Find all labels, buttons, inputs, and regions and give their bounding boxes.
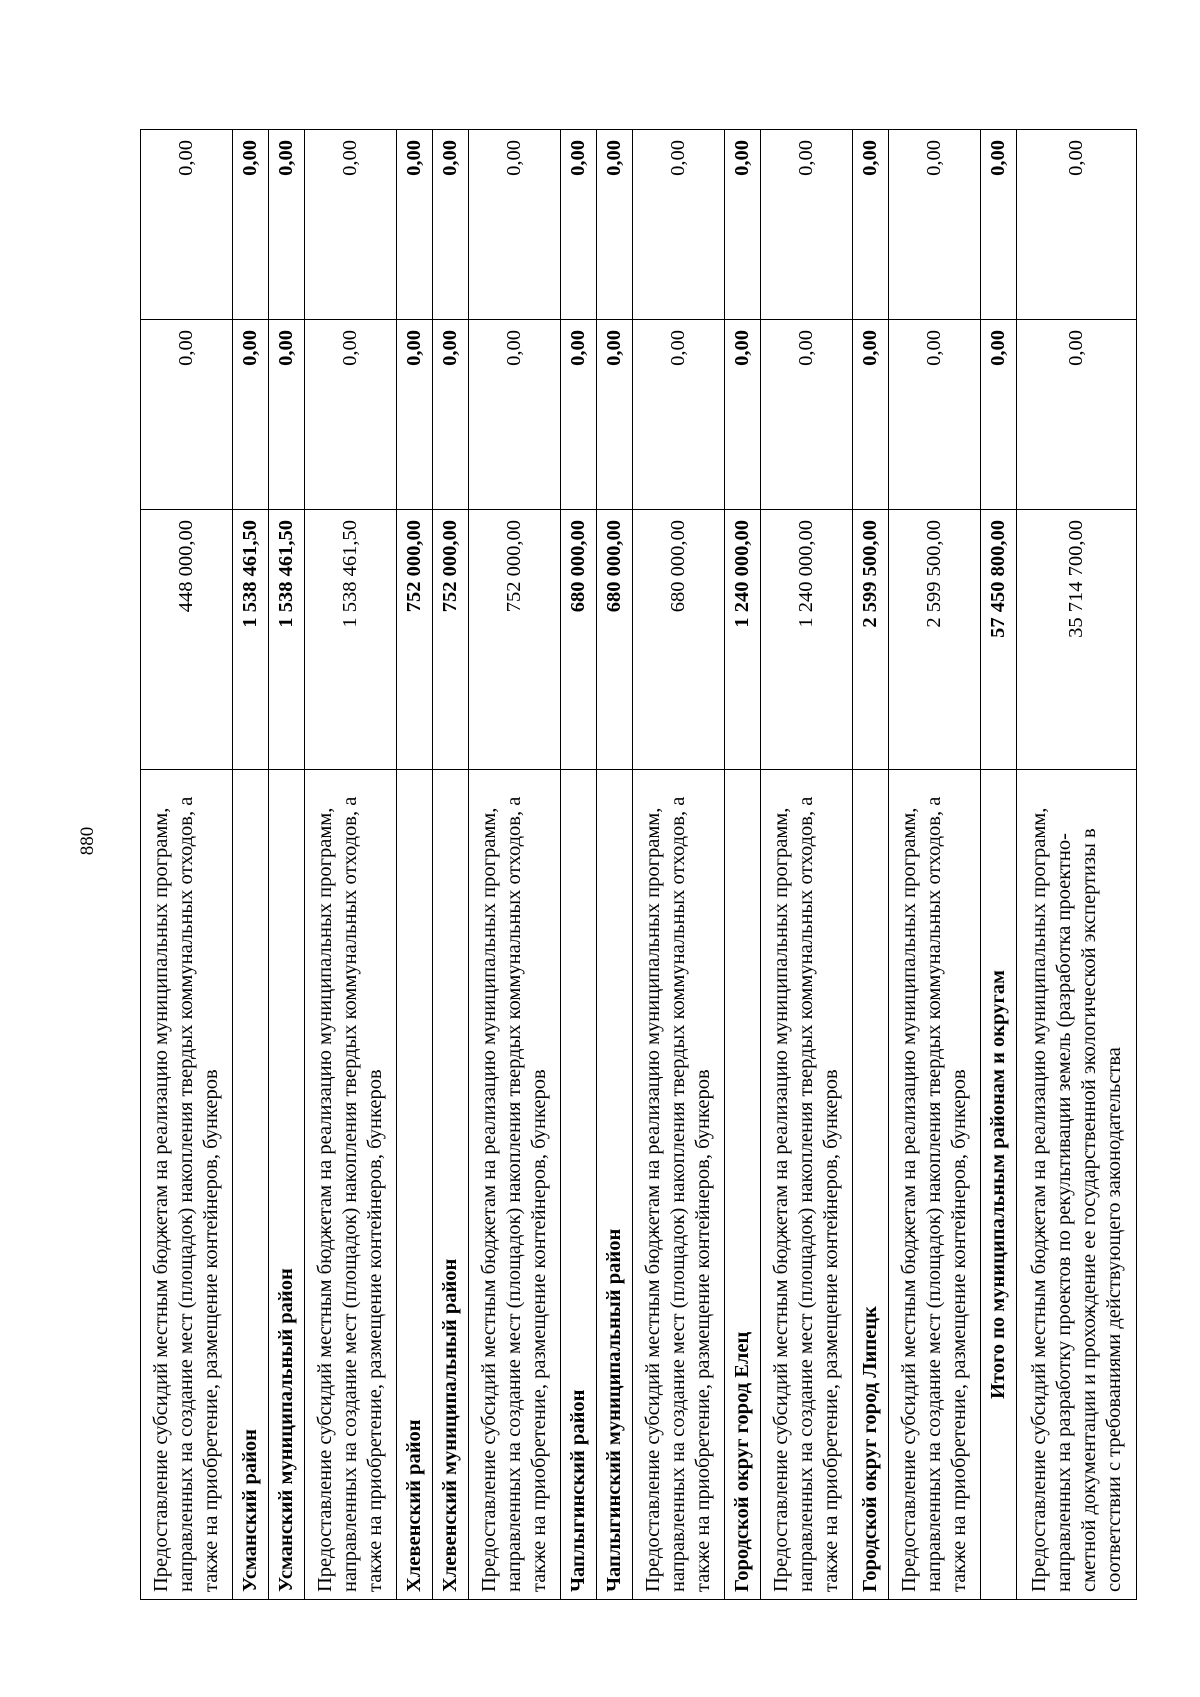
amount-cell-3: 0,00 bbox=[305, 130, 397, 320]
table-row bbox=[233, 130, 269, 1600]
row-label: Усманский район bbox=[233, 770, 269, 1600]
row-label: Итого по муниципальным районам и округам bbox=[981, 770, 1017, 1600]
row-label: Хлевенский муниципальный район bbox=[433, 770, 469, 1600]
amount-cell-3: 0,00 bbox=[469, 130, 561, 320]
amount-cell-3: 0,00 bbox=[853, 130, 889, 320]
amount-cell-2: 0,00 bbox=[853, 320, 889, 510]
page-number: 880 bbox=[77, 826, 98, 856]
amount-cell: 57 450 800,00 bbox=[981, 510, 1017, 770]
row-label: Предоставление субсидий местным бюджетам на реализацию муниципальных программ, направленных на создание мест (площадок) накопления твердых коммунальных отходов, а также на приобретение, размещение контейнеров, бункеров bbox=[761, 770, 853, 1600]
table-row bbox=[853, 130, 889, 1600]
amount-cell-2: 0,00 bbox=[397, 320, 433, 510]
amount-cell-3: 0,00 bbox=[761, 130, 853, 320]
table-row bbox=[305, 130, 397, 1600]
budget-table bbox=[140, 129, 1137, 1600]
table-row bbox=[561, 130, 597, 1600]
amount-cell-3: 0,00 bbox=[433, 130, 469, 320]
amount-cell: 752 000,00 bbox=[469, 510, 561, 770]
amount-cell-3: 0,00 bbox=[233, 130, 269, 320]
amount-cell: 752 000,00 bbox=[397, 510, 433, 770]
amount-cell-2: 0,00 bbox=[725, 320, 761, 510]
amount-cell-2: 0,00 bbox=[433, 320, 469, 510]
amount-cell-3: 0,00 bbox=[1017, 130, 1137, 320]
amount-cell-2: 0,00 bbox=[597, 320, 633, 510]
table-row bbox=[981, 130, 1017, 1600]
rotated-table-container bbox=[140, 130, 1125, 1600]
amount-cell-2: 0,00 bbox=[233, 320, 269, 510]
amount-cell: 1 240 000,00 bbox=[761, 510, 853, 770]
table-body bbox=[141, 130, 1137, 1600]
row-label: Предоставление субсидий местным бюджетам на реализацию муниципальных программ, направленных на создание мест (площадок) накопления твердых коммунальных отходов, а также на приобретение, размещение контейнеров, бункеров bbox=[141, 770, 233, 1600]
row-label: Предоставление субсидий местным бюджетам на реализацию муниципальных программ, направленных на создание мест (площадок) накопления твердых коммунальных отходов, а также на приобретение, размещение контейнеров, бункеров bbox=[889, 770, 981, 1600]
table-row bbox=[141, 130, 233, 1600]
table-row bbox=[725, 130, 761, 1600]
row-label: Предоставление субсидий местным бюджетам на реализацию муниципальных программ, направленных на создание мест (площадок) накопления твердых коммунальных отходов, а также на приобретение, размещение контейнеров, бункеров bbox=[469, 770, 561, 1600]
row-label: Предоставление субсидий местным бюджетам на реализацию муниципальных программ, направленных на создание мест (площадок) накопления твердых коммунальных отходов, а также на приобретение, размещение контейнеров, бункеров bbox=[305, 770, 397, 1600]
amount-cell: 2 599 500,00 bbox=[889, 510, 981, 770]
amount-cell-3: 0,00 bbox=[597, 130, 633, 320]
table-row bbox=[469, 130, 561, 1600]
amount-cell: 35 714 700,00 bbox=[1017, 510, 1137, 770]
amount-cell: 680 000,00 bbox=[597, 510, 633, 770]
amount-cell-2: 0,00 bbox=[1017, 320, 1137, 510]
table-row bbox=[761, 130, 853, 1600]
amount-cell: 680 000,00 bbox=[633, 510, 725, 770]
amount-cell-2: 0,00 bbox=[269, 320, 305, 510]
row-label: Предоставление субсидий местным бюджетам на реализацию муниципальных программ, направленных на разработку проектов по рекультивации земель (разработка проектно-сметной документации и прохождение ее государственной экологической экспертизы в соответствии с требованиями действующего законодательства bbox=[1017, 770, 1137, 1600]
amount-cell-2: 0,00 bbox=[889, 320, 981, 510]
table-row bbox=[397, 130, 433, 1600]
table-row bbox=[269, 130, 305, 1600]
amount-cell-2: 0,00 bbox=[141, 320, 233, 510]
amount-cell-3: 0,00 bbox=[633, 130, 725, 320]
row-label: Городской округ город Липецк bbox=[853, 770, 889, 1600]
amount-cell: 448 000,00 bbox=[141, 510, 233, 770]
amount-cell: 2 599 500,00 bbox=[853, 510, 889, 770]
amount-cell-3: 0,00 bbox=[269, 130, 305, 320]
amount-cell-3: 0,00 bbox=[141, 130, 233, 320]
row-label: Предоставление субсидий местным бюджетам на реализацию муниципальных программ, направленных на создание мест (площадок) накопления твердых коммунальных отходов, а также на приобретение, размещение контейнеров, бункеров bbox=[633, 770, 725, 1600]
amount-cell-3: 0,00 bbox=[725, 130, 761, 320]
row-label: Усманский муниципальный район bbox=[269, 770, 305, 1600]
amount-cell-2: 0,00 bbox=[561, 320, 597, 510]
table-row bbox=[889, 130, 981, 1600]
row-label: Хлевенский район bbox=[397, 770, 433, 1600]
amount-cell-2: 0,00 bbox=[981, 320, 1017, 510]
amount-cell-3: 0,00 bbox=[397, 130, 433, 320]
table-row bbox=[1017, 130, 1137, 1600]
amount-cell-3: 0,00 bbox=[561, 130, 597, 320]
row-label: Чаплыгинский муниципальный район bbox=[597, 770, 633, 1600]
amount-cell-2: 0,00 bbox=[761, 320, 853, 510]
amount-cell-2: 0,00 bbox=[469, 320, 561, 510]
amount-cell: 1 240 000,00 bbox=[725, 510, 761, 770]
row-label: Чаплыгинский район bbox=[561, 770, 597, 1600]
amount-cell: 752 000,00 bbox=[433, 510, 469, 770]
table-row bbox=[633, 130, 725, 1600]
amount-cell-3: 0,00 bbox=[981, 130, 1017, 320]
row-label: Городской округ город Елец bbox=[725, 770, 761, 1600]
amount-cell-2: 0,00 bbox=[305, 320, 397, 510]
amount-cell: 680 000,00 bbox=[561, 510, 597, 770]
amount-cell: 1 538 461,50 bbox=[233, 510, 269, 770]
amount-cell: 1 538 461,50 bbox=[269, 510, 305, 770]
amount-cell-3: 0,00 bbox=[889, 130, 981, 320]
amount-cell: 1 538 461,50 bbox=[305, 510, 397, 770]
table-row bbox=[597, 130, 633, 1600]
table-row bbox=[433, 130, 469, 1600]
amount-cell-2: 0,00 bbox=[633, 320, 725, 510]
